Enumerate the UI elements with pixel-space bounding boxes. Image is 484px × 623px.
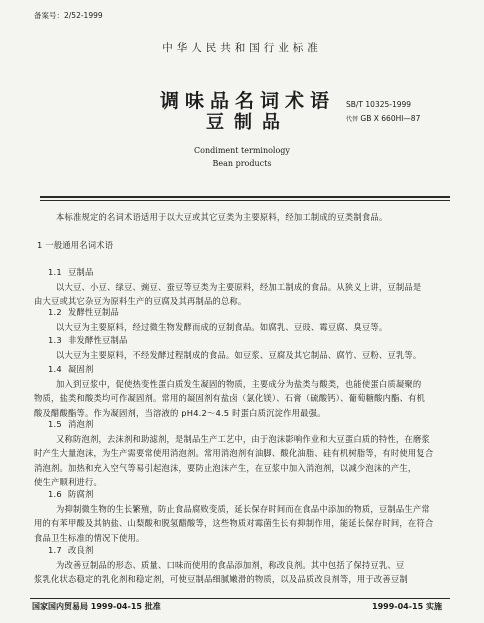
- clause-heading: [48, 544, 94, 556]
- clause-line: 消泡剂。加热和充入空气等易引起泡沫，要防止泡沫产生，在豆浆中加入消泡剂，以减少泡沫的产生，: [34, 462, 417, 473]
- clause-heading: [48, 418, 94, 430]
- clause-line: 又称防泡剂，去沫剂和助滤剂，是制品生产工艺中，由于泡沫影响作业和大豆蛋白质的特性，在磨浆: [56, 433, 430, 444]
- approval-line: 国家国内贸易局 1999-04-15 批准: [32, 602, 161, 611]
- clause-heading: [48, 334, 127, 346]
- replaced-code: GB X 660Hl—87: [360, 114, 421, 123]
- clause-heading: [48, 306, 119, 318]
- standard-type-heading: 中华人民共和国行业标准: [162, 42, 322, 54]
- clause-line: 浆乳化状态稳定的乳化剂和稳定剂，可使豆制品细腻嫩滑的物质，以及品质改良剂等，用于改善豆制: [34, 574, 408, 584]
- clause-line: 以大豆为主要原料，经过微生物发酵而成的豆制食品。如腐乳、豆豉、霉豆腐、臭豆等。: [56, 321, 388, 332]
- clause-line: 食品卫生标准的情况下使用。: [34, 532, 145, 543]
- english-title-line2: Bean products: [212, 159, 272, 168]
- page-title: 调味品名词术语: [160, 90, 336, 112]
- footer-rule: [30, 598, 450, 599]
- clause-line: 酸及醋酸酯等。作为凝固剂，当溶液的 pH4.2～4.5 时蛋白质沉淀作用最强。: [34, 407, 326, 418]
- clause-term: 发酵性豆制品: [68, 307, 119, 317]
- clause-line: 加入到豆浆中，促使热变性蛋白质发生凝固的物质，主要成分为盐类与酸类，也能使蛋白质凝聚的: [56, 378, 422, 389]
- scope-paragraph: 本标准规定的名词术语适用于以大豆或其它豆类为主要原料，经加工制成的豆类制食品。: [56, 212, 388, 222]
- clause-line: 时产生大量泡沫，为生产需要常使用消泡剂。常用消泡剂有油脚、酸化油脂、硅有机树脂等，有时使用复合: [34, 448, 434, 458]
- clause-heading: [48, 363, 94, 375]
- english-title-line1: Condiment terminology: [194, 146, 290, 155]
- clause-number: 1.6: [48, 489, 62, 499]
- clause-term: 防腐剂: [68, 489, 94, 499]
- clause-heading: [48, 488, 94, 500]
- section-heading: 1 一般通用名词术语: [37, 240, 114, 250]
- clause-number: 1.3: [48, 335, 62, 345]
- clause-heading: [48, 266, 94, 278]
- clause-term: 凝固剂: [68, 364, 94, 374]
- clause-number: 1.7: [48, 545, 62, 555]
- clause-line: 以大豆为主要原料，不经发酵过程制成的食品。如豆浆、豆腐及其它制品、腐竹、豆粉、豆乳等。: [56, 349, 422, 360]
- clause-term: 改良剂: [68, 545, 94, 555]
- clause-number: 1.2: [48, 307, 62, 317]
- clause-line: 为抑制微生物的生长繁殖，防止食品腐败变质，延长保存时间而在食品中添加的物质，豆制品生产常: [56, 503, 430, 514]
- effective-line: 1999-04-15 实施: [372, 602, 442, 611]
- replaced-prefix: 代替: [346, 116, 359, 123]
- clause-line: 使生产顺利进行。: [34, 477, 102, 487]
- clause-term: 消泡剂: [68, 419, 94, 429]
- clause-number: 1.1: [48, 267, 62, 277]
- page-subtitle: 豆制品: [206, 112, 290, 133]
- clause-term: 非发酵性豆制品: [68, 335, 128, 345]
- replaced-code-block: [346, 114, 420, 123]
- clause-line: 为改善豆制品的形态、质量、口味而使用的食品添加剂，称改良剂。其中包括了保持豆乳、豆: [56, 559, 405, 570]
- clause-number: 1.5: [48, 419, 62, 429]
- title-rule-bottom: [40, 200, 450, 201]
- clause-line: 由大豆或其它杂豆为原料生产的豆腐及其再制品的总称。: [34, 296, 247, 306]
- clause-line: 物质，盐类和酸类均可作凝固剂。常用的凝固剂有盐卤（氯化镁）、石膏（硫酸钙）、葡萄糖酸内酯、有机: [34, 393, 426, 403]
- clause-number: 1.4: [48, 364, 62, 374]
- clause-line: 以大豆、小豆、绿豆、豌豆、蚕豆等豆类为主要原料，经加工制成的食品。从狭义上讲，豆制品是: [56, 281, 422, 292]
- clause-term: 豆制品: [68, 267, 94, 277]
- classification-number: 备案号：2/52-1999: [34, 11, 103, 20]
- standard-code: SB/T 10325-1999: [346, 100, 412, 109]
- clause-line: 用的有苯甲酸及其钠盐、山梨酸和脱氢醋酸等，这些物质对霉菌生长有抑制作用，能延长保存时间，在符合: [34, 518, 434, 528]
- title-rule-top: [40, 196, 450, 198]
